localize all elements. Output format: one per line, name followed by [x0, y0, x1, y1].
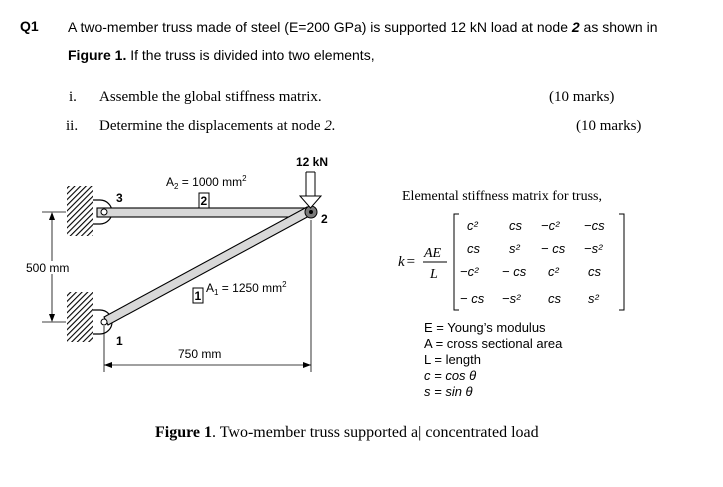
matrix-cell: − cs — [541, 241, 566, 256]
matrix-cell: −s² — [502, 291, 521, 306]
item-i-text: Assemble the global stiffness matrix. — [99, 89, 322, 105]
element-1-label: 1 — [194, 289, 202, 303]
node-1-label: 1 — [116, 334, 123, 348]
matrix-left-bracket — [454, 214, 459, 310]
node-3-pin — [101, 209, 107, 215]
legend-line: c = cos θ — [424, 368, 477, 383]
figure-caption-text: . Two-member truss supported a| concentrated load — [212, 424, 539, 441]
load-arrow-icon — [300, 172, 321, 208]
matrix-cell: cs — [467, 241, 480, 256]
width-dimension-label: 750 mm — [178, 347, 222, 361]
item-i-numeral: i. — [69, 89, 77, 105]
height-dimension-label: 500 mm — [26, 261, 70, 275]
figure-caption — [155, 424, 539, 442]
question-line-2-rest: If the truss is divided into two elements, — [126, 47, 375, 63]
factor-denominator: L — [430, 267, 438, 282]
area-top-label: $A_2 = 1000$ $mm^2$ — [166, 174, 247, 191]
item-ii-marks: (10 marks) — [576, 118, 642, 134]
question-node-ref: 2 — [571, 19, 580, 35]
matrix-cell: − cs — [460, 291, 485, 306]
wall-support-top — [67, 186, 93, 236]
figure-caption-bold: Figure 1 — [155, 424, 213, 441]
factor-numerator: AE — [424, 246, 442, 261]
matrix-cell: −c² — [460, 264, 479, 279]
question-line-1-prefix: A two-member truss made of steel (E=200 GPa) is supported 12 kN load at node — [68, 19, 572, 35]
stiffness-title: Elemental stiffness matrix for truss, — [402, 189, 602, 204]
question-label: Q1 — [20, 18, 39, 34]
node-3-label: 3 — [116, 191, 123, 205]
matrix-cell: s² — [588, 291, 599, 306]
k-symbol: k = — [398, 254, 416, 270]
legend-line: A = cross sectional area — [424, 336, 563, 351]
matrix-cell: c² — [548, 264, 559, 279]
item-ii-numeral: ii. — [66, 118, 79, 134]
matrix-cell: s² — [509, 241, 520, 256]
figure-ref: Figure 1. — [68, 47, 127, 63]
legend — [424, 320, 563, 399]
wall-support-bottom — [67, 292, 93, 342]
matrix-cell: cs — [548, 291, 561, 306]
matrix-cell: cs — [588, 264, 601, 279]
legend-line: E = Young’s modulus — [424, 320, 546, 335]
node-1-pin — [101, 319, 107, 325]
area-diagonal-label: $A_1 = 1250$ $mm^2$ — [206, 280, 287, 297]
member-diagonal — [104, 207, 311, 325]
matrix-cell: −cs — [584, 218, 605, 233]
question-line-1-suffix: as shown in — [579, 19, 658, 35]
matrix-cell: cs — [509, 218, 522, 233]
matrix-right-bracket — [619, 214, 624, 310]
item-ii-node: 2. — [324, 118, 336, 134]
matrix-cell: c² — [467, 218, 478, 233]
member-top — [97, 208, 311, 217]
matrix-cell: − cs — [502, 264, 527, 279]
legend-line: L = length — [424, 352, 481, 367]
matrix-cell: −s² — [584, 241, 603, 256]
node-2-label: 2 — [321, 212, 328, 226]
item-i-marks: (10 marks) — [549, 89, 615, 105]
load-label: 12 kN — [296, 155, 329, 169]
legend-line: s = sin θ — [424, 384, 473, 399]
stiffness-matrix — [460, 218, 605, 306]
matrix-cell: −c² — [541, 218, 560, 233]
element-2-label: 2 — [200, 194, 208, 208]
item-ii-text-prefix: Determine the displacements at node — [99, 118, 325, 134]
